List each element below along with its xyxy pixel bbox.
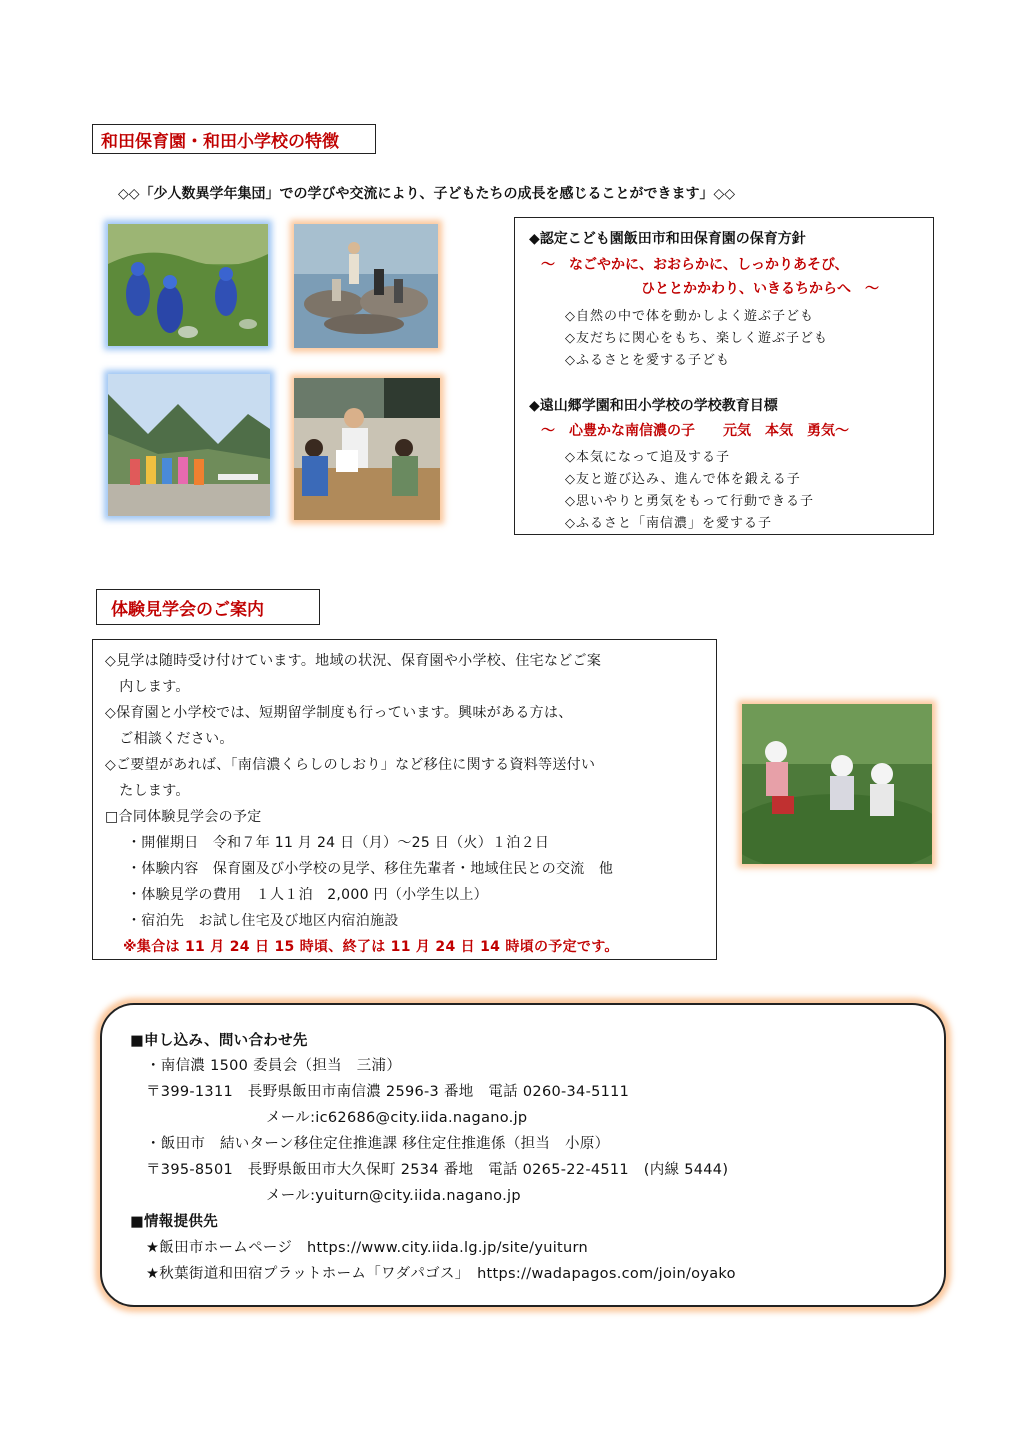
contact-org2-address: 〒395-8501 長野県飯田市大久保町 2534 番地 電話 0265-22-4511 (内線 5444) bbox=[146, 1162, 729, 1178]
tour-note: ※集合は 11 月 24 日 15 時頃、終了は 11 月 24 日 14 時頃の予定です。 bbox=[123, 939, 619, 955]
nursery-motto-line-1: ～ なごやかに、おおらかに、しっかりあそび、 bbox=[541, 257, 849, 273]
tour-content: ・体験内容 保育園及び小学校の見学、移住先輩者・地域住民との交流 他 bbox=[127, 861, 614, 877]
tour-line: たします。 bbox=[105, 783, 190, 799]
nursery-item: ◇自然の中で体を動かしよく遊ぶ子ども bbox=[565, 309, 814, 324]
nursery-motto-line-2: ひととかかわり、いきるちからへ ～ bbox=[641, 281, 879, 297]
features-title: 和田保育園・和田小学校の特徴 bbox=[92, 124, 376, 154]
contact-org1-name: ・南信濃 1500 委員会（担当 三浦） bbox=[146, 1058, 402, 1074]
contact-org2-email[interactable]: メール:yuiturn@city.iida.nagano.jp bbox=[266, 1188, 521, 1204]
nursery-item: ◇ふるさとを愛する子ども bbox=[565, 353, 730, 368]
school-goal-heading: ◆遠山郷学園和田小学校の学校教育目標 bbox=[529, 398, 778, 414]
photo-kids-at-river bbox=[294, 224, 438, 348]
photo-tea-picking bbox=[742, 704, 932, 864]
contact-org2-name: ・飯田市 結いターン移住定住推進課 移住定住推進係（担当 小原） bbox=[146, 1136, 610, 1152]
contact-org1-email[interactable]: メール:ic62686@city.iida.nagano.jp bbox=[266, 1110, 528, 1126]
info-heading: ■情報提供先 bbox=[130, 1214, 218, 1230]
tour-cost: ・体験見学の費用 １人１泊 2,000 円（小学生以上） bbox=[127, 887, 488, 903]
contact-box bbox=[100, 1003, 946, 1307]
photo-kids-mountain-valley bbox=[108, 374, 270, 516]
contact-heading: ■申し込み、問い合わせ先 bbox=[130, 1033, 308, 1049]
features-lead: ◇◇「少人数異学年集団」での学びや交流により、子どもたちの成長を感じることができます」◇◇ bbox=[118, 186, 736, 202]
link-wadapagos[interactable]: ★秋葉街道和田宿プラットホーム「ワダパゴス」 https://wadapagos.com/join/oyako bbox=[146, 1266, 736, 1282]
school-item: ◇思いやりと勇気をもって行動できる子 bbox=[565, 494, 814, 509]
tour-line: ご相談ください。 bbox=[105, 731, 234, 747]
tour-schedule-heading: □合同体験見学会の予定 bbox=[105, 809, 262, 825]
contact-org1-address: 〒399-1311 長野県飯田市南信濃 2596-3 番地 電話 0260-34-5111 bbox=[146, 1084, 630, 1100]
link-iida-homepage[interactable]: ★飯田市ホームページ https://www.city.iida.lg.jp/site/yuiturn bbox=[146, 1240, 589, 1256]
photo-classroom bbox=[294, 378, 440, 520]
nursery-item: ◇友だちに関心をもち、楽しく遊ぶ子ども bbox=[565, 331, 828, 346]
tour-info-box bbox=[92, 639, 717, 960]
photo-kids-catching-insects bbox=[108, 224, 268, 346]
school-item: ◇ふるさと「南信濃」を愛する子 bbox=[565, 516, 772, 531]
tour-lodging: ・宿泊先 お試し住宅及び地区内宿泊施設 bbox=[127, 913, 399, 929]
school-motto: ～ 心豊かな南信濃の子 元気 本気 勇気～ bbox=[541, 423, 849, 439]
tour-line: ◇保育園と小学校では、短期留学制度も行っています。興味がある方は、 bbox=[105, 705, 573, 721]
school-item: ◇本気になって追及する子 bbox=[565, 450, 730, 465]
tour-date: ・開催期日 令和７年 11 月 24 日（月）～25 日（火）１泊２日 bbox=[127, 835, 550, 851]
tour-line: ◇ご要望があれば、「南信濃くらしのしおり」など移住に関する資料等送付い bbox=[105, 757, 596, 773]
policy-box bbox=[514, 217, 934, 535]
tour-line: ◇見学は随時受け付けています。地域の状況、保育園や小学校、住宅などご案 bbox=[105, 653, 602, 669]
nursery-policy-heading: ◆認定こども園飯田市和田保育園の保育方針 bbox=[529, 231, 806, 247]
tour-title: 体験見学会のご案内 bbox=[96, 589, 320, 625]
tour-line: 内します。 bbox=[105, 679, 190, 695]
school-item: ◇友と遊び込み、進んで体を鍛える子 bbox=[565, 472, 801, 487]
